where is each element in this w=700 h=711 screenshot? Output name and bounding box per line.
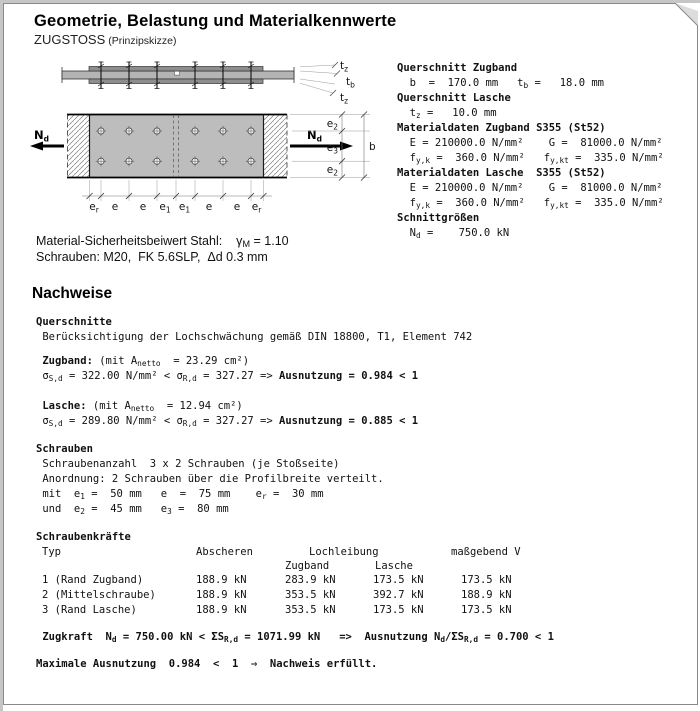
col-header-massgebend: maßgebend V: [451, 546, 521, 558]
zugkraft-summary-check: Zugkraft Nd = 750.00 kN < ΣSR,d = 1071.99 kN => Ausnutzung Nd/ΣSR,d = 0.700 < 1: [36, 631, 554, 644]
cell-typ: 3 (Rand Lasche): [42, 604, 137, 616]
table-subheader-row: [36, 560, 656, 573]
dim-label-e-1: e: [111, 201, 119, 213]
dim-label-er-right: $e_r$: [251, 201, 262, 215]
dim-label-e-4: e: [233, 201, 241, 213]
schnittgroessen-heading: Schnittgrößen: [397, 212, 480, 224]
table-row: [36, 589, 656, 602]
thickness-leaders: [300, 65, 337, 93]
bolt-spec-note: Schrauben: M20, FK 5.6SLP, Δd 0.3 mm: [36, 250, 268, 264]
cell-lochleibung-zugband: 353.5 kN: [285, 604, 336, 616]
joint-gap: [175, 71, 180, 75]
col-header-typ: Typ: [42, 546, 61, 558]
din-reference-note: Berücksichtigung der Lochschwächung gemäß DIN 18800, T1, Element 742: [36, 331, 473, 343]
splice-drawing: [24, 60, 394, 235]
cell-massgebend-v: 173.5 kN: [461, 574, 512, 586]
dim-label-tz-top: $t_z$: [340, 60, 349, 74]
cell-lochleibung-zugband: 353.5 kN: [285, 589, 336, 601]
subtitle-system: ZUGSTOSS: [34, 32, 106, 47]
cell-massgebend-v: 173.5 kN: [461, 604, 512, 616]
dim-label-tb: $t_b$: [346, 76, 355, 90]
col-subheader-lasche: Lasche: [375, 560, 413, 572]
table-row: [36, 604, 656, 617]
dim-label-er-left: $e_r$: [89, 201, 99, 215]
final-result-line: Maximale Ausnutzung 0.984 < 1 ⇒ Nachweis erfüllt.: [36, 658, 378, 670]
material-lasche-fy: fy,k = 360.0 N/mm² fy,kt = 335.0 N/mm²: [397, 197, 664, 210]
zugband-sigma-check: σS,d = 322.00 N/mm² < σR,d = 327.27 => Ausnutzung = 0.984 < 1: [36, 370, 419, 383]
querschnitte-subheading: Querschnitte: [36, 316, 112, 328]
dim-label-e2-top: $e_2$: [326, 118, 338, 132]
dim-label-e1-right: $e_1$: [178, 201, 191, 215]
page-title: Geometrie, Belastung und Materialkennwerte: [34, 12, 397, 30]
cell-lochleibung-lasche: 173.5 kN: [373, 574, 424, 586]
safety-factor-note: Material-Sicherheitsbeiwert Stahl: γM = 1.10: [36, 234, 289, 250]
dim-label-e-3: e: [205, 201, 213, 213]
dim-label-e-2: e: [139, 201, 147, 213]
table-header-row: [36, 546, 656, 559]
load-arrow-left: [30, 128, 64, 151]
dim-label-e1-left: $e_1$: [159, 201, 171, 215]
dim-label-b: b: [369, 141, 376, 153]
schnittgroessen-nd: Nd = 750.0 kN: [397, 227, 510, 240]
material-lasche-heading: Materialdaten Lasche S355 (St52): [397, 167, 606, 179]
table-row: [36, 574, 656, 587]
material-zugband-fy: fy,k = 360.0 N/mm² fy,kt = 335.0 N/mm²: [397, 152, 664, 165]
cell-abscheren: 188.9 kN: [196, 604, 247, 616]
col-header-lochleibung: Lochleibung: [309, 546, 379, 558]
page-subtitle: [34, 32, 176, 47]
cell-lochleibung-lasche: 392.7 kN: [373, 589, 424, 601]
document-page: [3, 3, 698, 705]
dim-label-tz-bottom: $t_z$: [340, 92, 349, 106]
load-label-left: $N_d$: [34, 128, 49, 144]
schraubenkraefte-subheading: Schraubenkräfte: [36, 531, 131, 543]
material-zugband-eg: E = 210000.0 N/mm² G = 81000.0 N/mm²: [397, 137, 663, 149]
load-label-right: $N_d$: [307, 128, 322, 144]
cell-massgebend-v: 188.9 kN: [461, 589, 512, 601]
material-lasche-eg: E = 210000.0 N/mm² G = 81000.0 N/mm²: [397, 182, 663, 194]
spacing-mit-line: mit e1 = 50 mm e = 75 mm er = 30 mm: [36, 488, 324, 501]
dim-label-e2-bottom: $e_2$: [326, 164, 338, 178]
dim-label-e3: $e_3$: [326, 142, 338, 156]
cell-abscheren: 188.9 kN: [196, 574, 247, 586]
cell-lochleibung-zugband: 283.9 kN: [285, 574, 336, 586]
querschnitt-lasche-values: tz = 10.0 mm: [397, 107, 497, 120]
lasche-anetto-line: Lasche: (mit Anetto = 12.94 cm²): [36, 400, 243, 413]
page-fold-corner-icon: [675, 3, 698, 26]
lasche-sigma-check: σS,d = 289.80 N/mm² < σR,d = 327.27 => Ausnutzung = 0.885 < 1: [36, 415, 419, 428]
querschnitt-zugband-values: b = 170.0 mm tb = 18.0 mm: [397, 77, 604, 90]
nachweise-heading: Nachweise: [32, 285, 113, 302]
load-arrow-right: [290, 128, 353, 151]
plan-view: [30, 112, 376, 215]
cell-typ: 1 (Rand Zugband): [42, 574, 144, 586]
anordnung-line: Anordnung: 2 Schrauben über die Profilbreite verteilt.: [36, 473, 384, 485]
querschnitt-lasche-heading: Querschnitt Lasche: [397, 92, 511, 104]
subtitle-note: (Prinzipskizze): [105, 35, 177, 47]
material-zugband-heading: Materialdaten Zugband S355 (St52): [397, 122, 606, 134]
cell-typ: 2 (Mittelschraube): [42, 589, 156, 601]
dim-chain-bottom: [82, 180, 272, 215]
cell-abscheren: 188.9 kN: [196, 589, 247, 601]
querschnitt-zugband-heading: Querschnitt Zugband: [397, 62, 518, 74]
side-view: [62, 60, 355, 106]
cell-lochleibung-lasche: 173.5 kN: [373, 604, 424, 616]
spacing-und-line: und e2 = 45 mm e3 = 80 mm: [36, 503, 229, 516]
schraubenanzahl-line: Schraubenanzahl 3 x 2 Schrauben (je Stoßseite): [36, 458, 340, 470]
col-header-abscheren: Abscheren: [196, 546, 253, 558]
zugband-anetto-line: Zugband: (mit Anetto = 23.29 cm²): [36, 355, 250, 368]
col-subheader-zugband: Zugband: [285, 560, 330, 572]
schrauben-subheading: Schrauben: [36, 443, 93, 455]
